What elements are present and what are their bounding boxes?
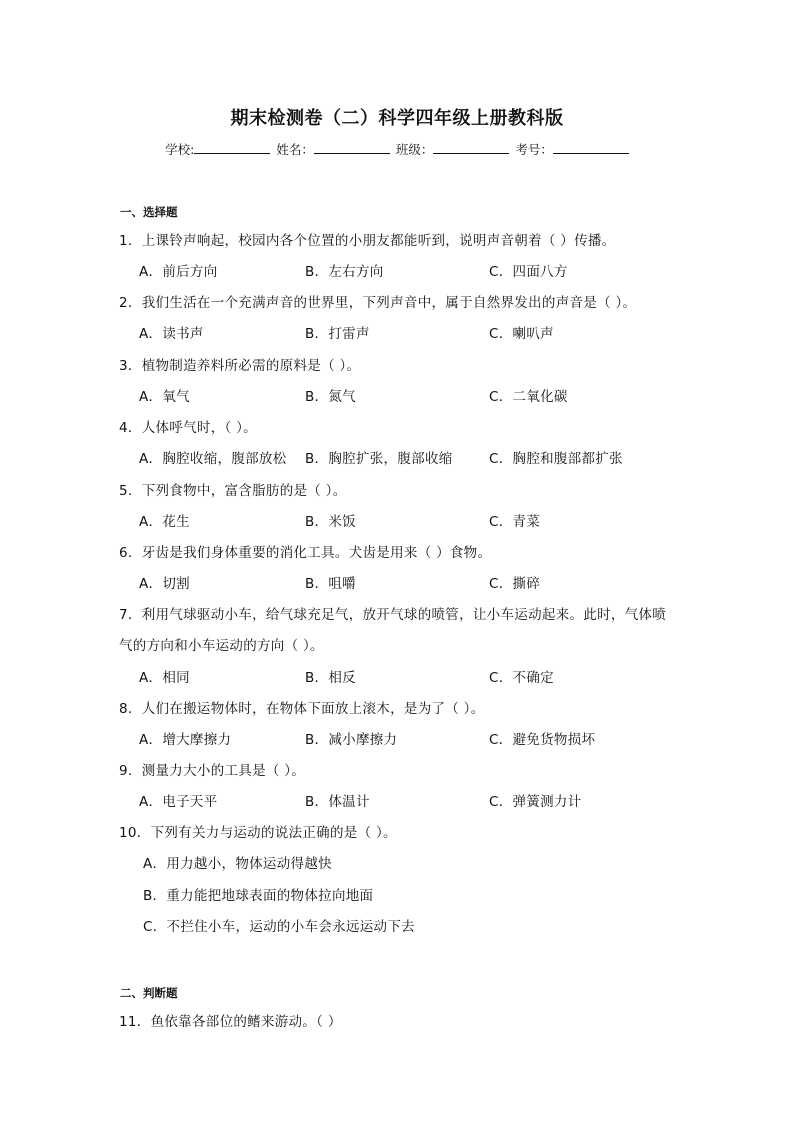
q5-option-c[interactable]: C．青菜 xyxy=(489,514,541,530)
q7-option-b[interactable]: B．相反 xyxy=(305,670,356,686)
q2-option-a[interactable]: A．读书声 xyxy=(139,326,204,342)
class-blank[interactable] xyxy=(433,141,509,154)
q4-option-a[interactable]: A．胸腔收缩，腹部放松 xyxy=(139,451,287,467)
q10-option-c[interactable]: C．不拦住小车，运动的小车会永远运动下去 xyxy=(143,919,415,935)
name-blank[interactable] xyxy=(314,141,390,154)
question-11: 11．鱼依靠各部位的鳍来游动。（ ） xyxy=(119,1014,342,1030)
page-title: 期末检测卷（二）科学四年级上册教科版 xyxy=(230,108,564,129)
q6-option-b[interactable]: B．咀嚼 xyxy=(305,576,356,592)
question-2: 2．我们生活在一个充满声音的世界里，下列声音中，属于自然界发出的声音是（ ）。 xyxy=(119,295,637,311)
q1-option-a[interactable]: A．前后方向 xyxy=(139,264,218,280)
school-label: 学校: xyxy=(165,142,195,157)
q2-option-c[interactable]: C．喇叭声 xyxy=(489,326,554,342)
question-7-line-1: 7．利用气球驱动小车，给气球充足气，放开气球的喷管，让小车运动起来。此时，气体喷 xyxy=(119,607,667,623)
class-label: 班级： xyxy=(395,142,434,157)
q8-option-b[interactable]: B．减小摩擦力 xyxy=(305,732,398,748)
q6-option-c[interactable]: C．撕碎 xyxy=(489,576,541,592)
q3-option-c[interactable]: C．二氧化碳 xyxy=(489,389,568,405)
question-4: 4．人体呼气时，（ ）。 xyxy=(119,420,257,436)
question-6: 6．牙齿是我们身体重要的消化工具。犬齿是用来（ ）食物。 xyxy=(119,545,492,561)
question-5: 5．下列食物中，富含脂肪的是（ ）。 xyxy=(119,483,347,499)
q8-option-a[interactable]: A．增大摩擦力 xyxy=(139,732,232,748)
q4-option-b[interactable]: B．胸腔扩张，腹部收缩 xyxy=(305,451,453,467)
q1-option-c[interactable]: C．四面八方 xyxy=(489,264,568,280)
q5-option-b[interactable]: B．米饭 xyxy=(305,514,356,530)
q10-option-b[interactable]: B．重力能把地球表面的物体拉向地面 xyxy=(143,888,374,904)
section-heading-judgment: 二、判断题 xyxy=(120,986,178,1000)
q10-option-a[interactable]: A．用力越小，物体运动得越快 xyxy=(143,856,332,872)
q7-option-a[interactable]: A．相同 xyxy=(139,670,190,686)
q6-option-a[interactable]: A．切割 xyxy=(139,576,190,592)
q3-option-b[interactable]: B．氮气 xyxy=(305,389,356,405)
school-blank[interactable] xyxy=(194,141,270,154)
q9-option-c[interactable]: C．弹簧测力计 xyxy=(489,794,582,810)
q2-option-b[interactable]: B．打雷声 xyxy=(305,326,370,342)
q8-option-c[interactable]: C．避免货物损坏 xyxy=(489,732,596,748)
student-info-line xyxy=(0,140,794,158)
q7-option-c[interactable]: C．不确定 xyxy=(489,670,554,686)
q5-option-a[interactable]: A．花生 xyxy=(139,514,190,530)
question-10: 10．下列有关力与运动的说法正确的是（ ）。 xyxy=(119,825,397,841)
q4-option-c[interactable]: C．胸腔和腹部都扩张 xyxy=(489,451,623,467)
question-8: 8．人们在搬运物体时，在物体下面放上滚木，是为了（ ）。 xyxy=(119,701,485,717)
section-heading-choice: 一、选择题 xyxy=(120,205,178,219)
question-1: 1．上课铃声响起，校园内各个位置的小朋友都能听到，说明声音朝着（ ）传播。 xyxy=(119,233,616,249)
q3-option-a[interactable]: A．氧气 xyxy=(139,389,190,405)
question-9: 9．测量力大小的工具是（ ）。 xyxy=(119,763,306,779)
q9-option-b[interactable]: B．体温计 xyxy=(305,794,370,810)
q9-option-a[interactable]: A．电子天平 xyxy=(139,794,218,810)
question-7-line-2: 气的方向和小车运动的方向（ ）。 xyxy=(119,638,324,654)
exam-number-blank[interactable] xyxy=(553,141,629,154)
name-label: 姓名： xyxy=(276,142,314,157)
exam-number-label: 考号： xyxy=(515,142,553,157)
q1-option-b[interactable]: B．左右方向 xyxy=(305,264,384,280)
question-3: 3．植物制造养料所必需的原料是（ ）。 xyxy=(119,358,361,374)
